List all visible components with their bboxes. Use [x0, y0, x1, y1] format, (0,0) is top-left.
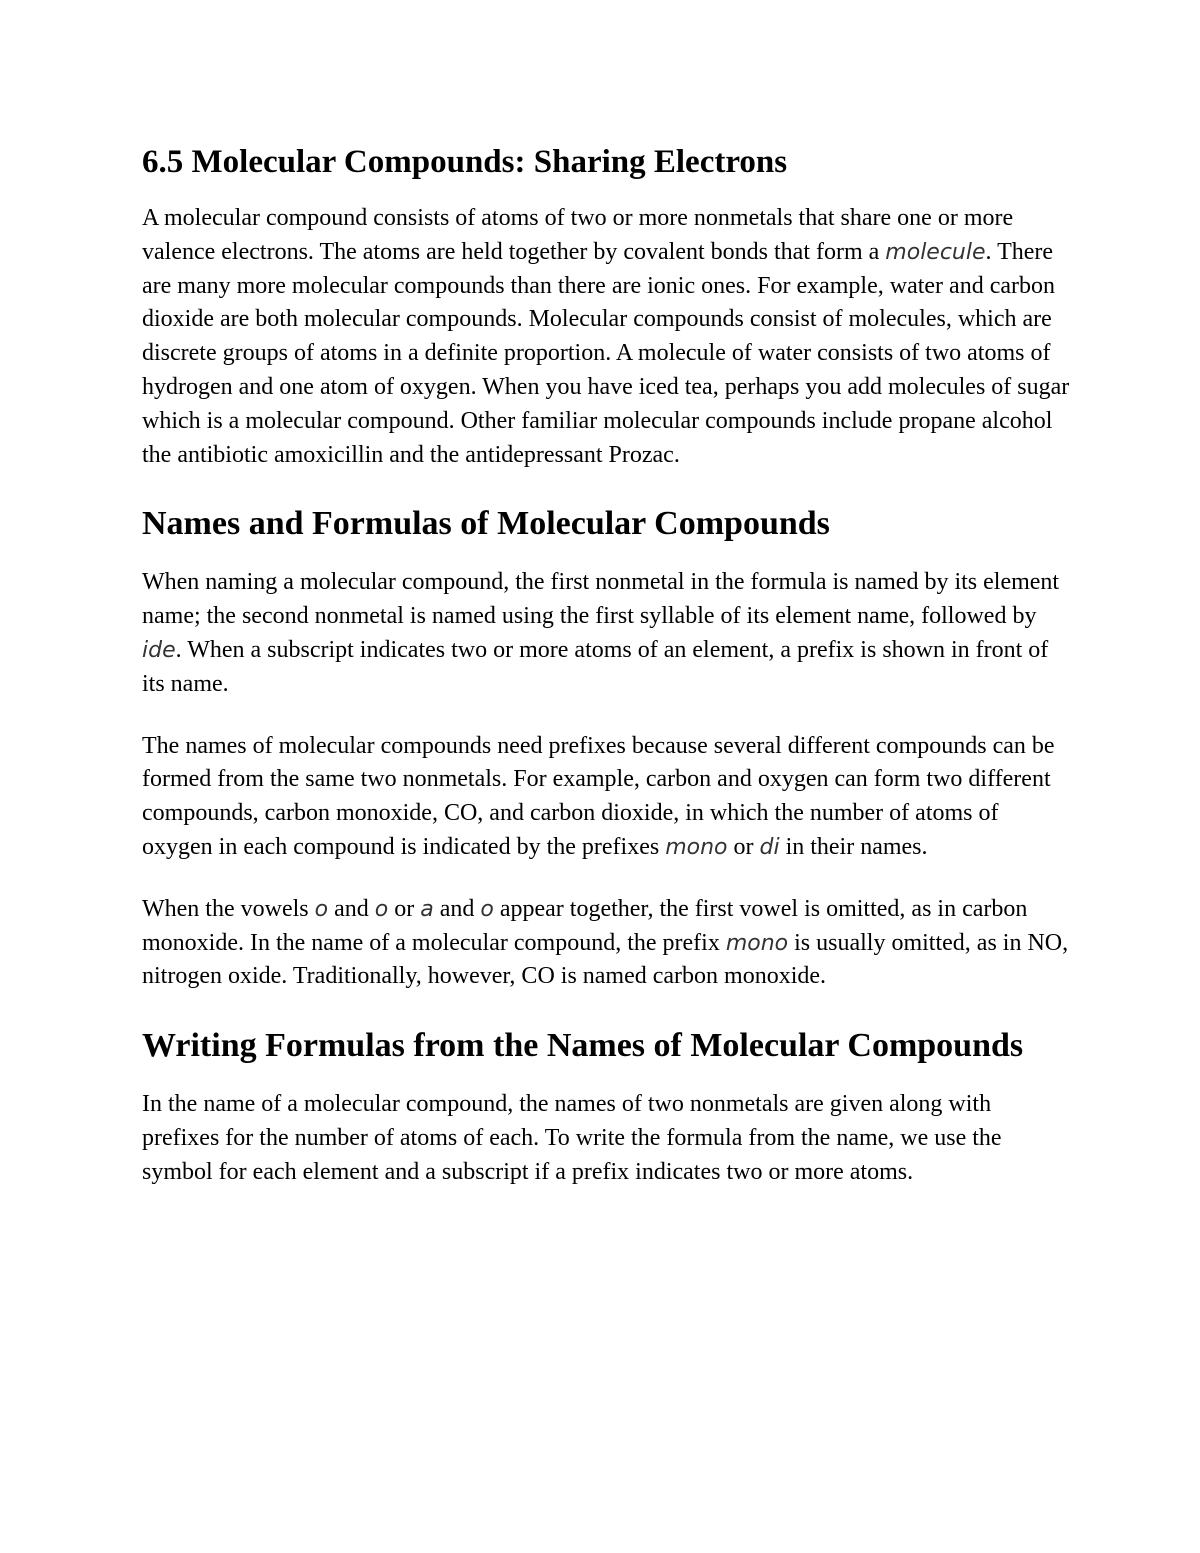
text-run: When the vowels — [142, 895, 315, 922]
italic-term: a — [420, 896, 434, 922]
italic-term: mono — [665, 834, 728, 860]
paragraph — [142, 893, 1072, 994]
italic-term: o — [480, 896, 494, 922]
text-run: or — [388, 895, 421, 922]
italic-term: o — [374, 896, 389, 922]
italic-term: o — [314, 896, 329, 922]
paragraph — [142, 202, 1072, 472]
text-run: and — [433, 895, 481, 922]
paragraph — [142, 566, 1072, 701]
italic-term: molecule — [885, 239, 986, 265]
text-run: and — [328, 895, 375, 922]
text-run: in their names. — [779, 833, 928, 860]
section-writing-formulas — [142, 1022, 1072, 1189]
section-heading: 6.5 Molecular Compounds: Sharing Electrons — [142, 144, 788, 180]
section-names-and-formulas — [142, 500, 1072, 994]
text-run: is usually omitted, as in NO, nitrogen oxide. Traditionally, however, CO is named carbon monoxide. — [142, 929, 1069, 990]
text-run: When naming a molecular compound, the first nonmetal in the formula is named by its element name; the second nonmetal is named using the first syllable of its element name, followed by — [142, 569, 1060, 630]
section-heading: Names and Formulas of Molecular Compounds — [142, 505, 830, 543]
italic-term: ide — [142, 637, 176, 663]
text-run: A molecular compound consists of atoms of two or more nonmetals that share one or more valence electrons. The atoms are held together by covalent bonds that form a — [142, 205, 1014, 265]
section-molecular-compounds — [142, 138, 1072, 472]
paragraph — [142, 730, 1072, 865]
text-run: The names of molecular compounds need prefixes because several different compounds can be formed from the same two nonmetals. For example, carbon and oxygen can form two different compounds, carbon monoxide, CO, and carbon dioxide, in which the number of atoms of oxygen in each compound is indicated by the prefixes — [142, 732, 1055, 860]
text-run: or — [727, 833, 760, 860]
paragraph: In the name of a molecular compound, the names of two nonmetals are given along with prefixes for the number of atoms of each. To write the formula from the name, we use the symbol for each element and a subscript if a prefix indicates two or more atoms. — [142, 1091, 1002, 1185]
italic-term: di — [759, 834, 780, 860]
document-page — [142, 138, 1072, 1190]
italic-term: mono — [725, 930, 789, 956]
text-run: appear together, the first vowel is omitted, as in carbon monoxide. In the name of a molecular compound, the prefix — [142, 895, 1028, 956]
section-heading: Writing Formulas from the Names of Molecular Compounds — [142, 1027, 1024, 1065]
text-run: . When a subscript indicates two or more atoms of an element, a prefix is shown in front of its name. — [142, 636, 1049, 697]
text-run: . There are many more molecular compounds than there are ionic ones. For example, water and carbon dioxide are both molecular compounds. Molecular compounds consist of molecules, which are discrete groups of atoms in a definite proportion. A molecule of water consists of two atoms of hydrogen and one atom of oxygen. When you have iced tea, perhaps you add molecules of sugar which is a molecular compound. Other familiar molecular compounds include propane alcohol the antibiotic amoxicillin and the antidepressant Prozac. — [142, 238, 1070, 468]
